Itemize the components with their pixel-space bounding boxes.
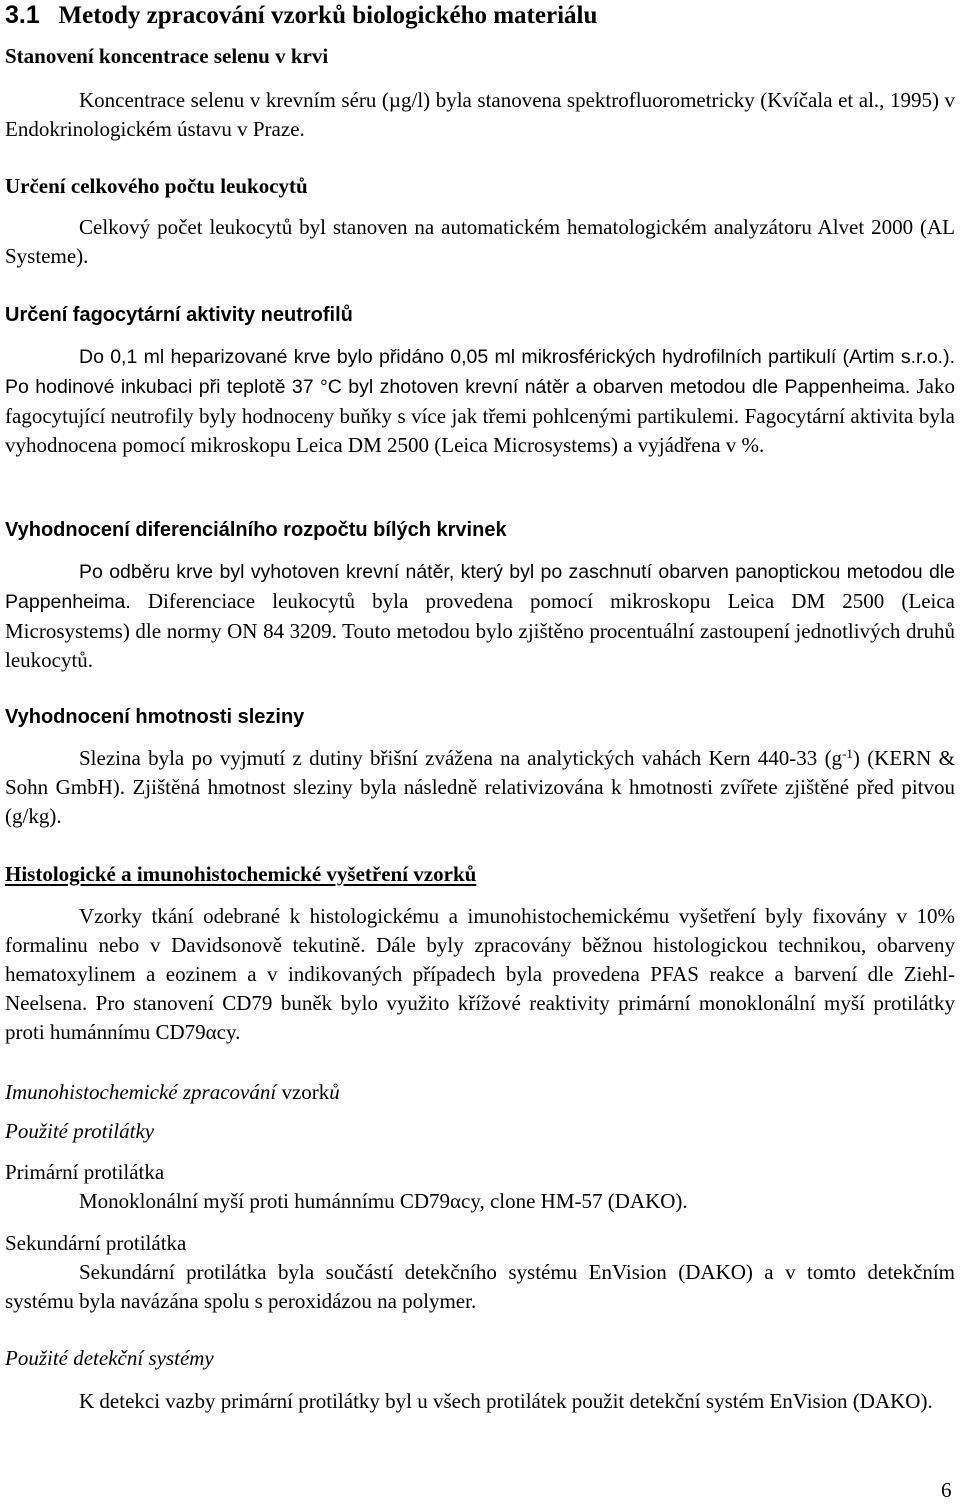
- sekundarni-label: Sekundární protilátka: [5, 1231, 187, 1255]
- page-number: 6: [941, 1478, 952, 1502]
- selen-text: Koncentrace selenu v krevním séru (µg/l) byla stanovena spektrofluorometricky (Kvíčala et al., 1995) v Endokrinologickém ústavu v Praze.: [5, 88, 955, 141]
- primarni-text: Monoklonální myší proti humánnímu CD79αcy, clone HM-57 (DAKO).: [79, 1189, 688, 1213]
- slezina-text: [5, 744, 955, 831]
- imuno-heading: [5, 1078, 340, 1107]
- fagocyty-heading: Určení fagocytární aktivity neutrofilů: [5, 304, 353, 326]
- primarni-paragraph: [5, 1187, 955, 1216]
- imuno-heading-italic: Imunohistochemické zpracování: [5, 1080, 277, 1104]
- diferencial-text-part2: Diferenciace leukocytů byla provedena pomocí mikroskopu Leica DM 2500 (Leica Microsystems) dle normy ON 84 3209. Touto metodou bylo zjištěno procentuální zastoupení jednotlivých druhů leukocytů.: [5, 589, 955, 672]
- leukocyty-text: Celkový počet leukocytů byl stanoven na automatickém hematologickém analyzátoru Alvet 2000 (AL Systeme).: [5, 215, 955, 268]
- sekundarni-paragraph: [5, 1258, 955, 1316]
- leukocyty-paragraph: [5, 213, 955, 271]
- fagocyty-text-part1: Do 0,1 ml heparizované krve bylo přidáno 0,05 ml mikrosférických hydrofilních partikulí (Artim s.r.o.). Po hodinové inkubaci při teplotě 37 °C byl zhotoven krevní nátěr a obarven metodou dle Pappenheima.: [5, 346, 955, 398]
- histologie-heading: Histologické a imunohistochemické vyšetření vzorků: [5, 862, 477, 886]
- leukocyty-heading: Určení celkového počtu leukocytů: [5, 174, 308, 198]
- slezina-superscript: -1: [842, 746, 853, 761]
- fagocyty-text: [5, 342, 955, 460]
- slezina-heading: Vyhodnocení hmotnosti sleziny: [5, 706, 305, 728]
- histologie-text: Vzorky tkání odebrané k histologickému a imunohistochemickému vyšetření byly fixovány v 10% formalinu nebo v Davidsonově tekutině. Dále byly zpracovány běžnou histologickou technikou, obarveny hematoxylinem a eozinem a v indikovaných případech byla provedena PFAS reakce a barvení dle Ziehl-Neelsena. Pro stanovení CD79 buněk bylo využito křížové reaktivity primární monoklonální myší protilátky proti humánnímu CD79αcy.: [5, 904, 955, 1044]
- imuno-heading-tail: ů: [329, 1080, 340, 1104]
- diferencial-paragraph: [5, 557, 955, 675]
- section-number: 3.1: [5, 1, 40, 29]
- diferencial-text-part1: Po odběru krve byl vyhotoven krevní nátěr, který byl po zaschnutí obarven panoptickou metodou dle Pappenheima.: [5, 561, 955, 613]
- section-heading: [5, 0, 597, 31]
- sekundarni-text: Sekundární protilátka byla součástí detekčního systému EnVision (DAKO) a v tomto detekčním systému byla navázána spolu s peroxidázou na polymer.: [5, 1260, 955, 1313]
- detekcni-text: K detekci vazby primární protilátky byl u všech protilátek použit detekční systém EnVision (DAKO).: [79, 1389, 933, 1413]
- detekcni-heading: Použité detekční systémy: [5, 1346, 214, 1370]
- fagocyty-text-part2: Jako fagocytující neutrofily byly hodnoceny buňky s více jak třemi pohlcenými partikulemi. Fagocytární aktivita byla vyhodnocena pomocí mikroskopu Leica DM 2500 (Leica Microsystems) a vyjádřena v %.: [5, 374, 955, 457]
- slezina-text-after: ) (KERN & Sohn GmbH). Zjištěná hmotnost sleziny byla následně relativizována k hmotnosti zvířete zjištěné před pitvou (g/kg).: [5, 746, 955, 828]
- fagocyty-paragraph: [5, 342, 955, 460]
- selen-heading: Stanovení koncentrace selenu v krvi: [5, 44, 329, 68]
- histologie-paragraph: [5, 902, 955, 1047]
- diferencial-text: [5, 557, 955, 675]
- diferencial-heading: Vyhodnocení diferenciálního rozpočtu bílých krvinek: [5, 519, 507, 541]
- imuno-heading-plain: vzork: [276, 1080, 330, 1104]
- slezina-text-before: Slezina byla po vyjmutí z dutiny břišní zvážena na analytických vahách Kern 440-33 (g: [79, 746, 843, 770]
- primarni-label: Primární protilátka: [5, 1160, 165, 1184]
- pouzite-protilatky-heading: Použité protilátky: [5, 1119, 155, 1143]
- section-title: Metody zpracování vzorků biologického materiálu: [58, 2, 598, 29]
- detekcni-paragraph: [5, 1387, 955, 1416]
- slezina-paragraph: [5, 744, 955, 831]
- selen-paragraph: [5, 86, 955, 144]
